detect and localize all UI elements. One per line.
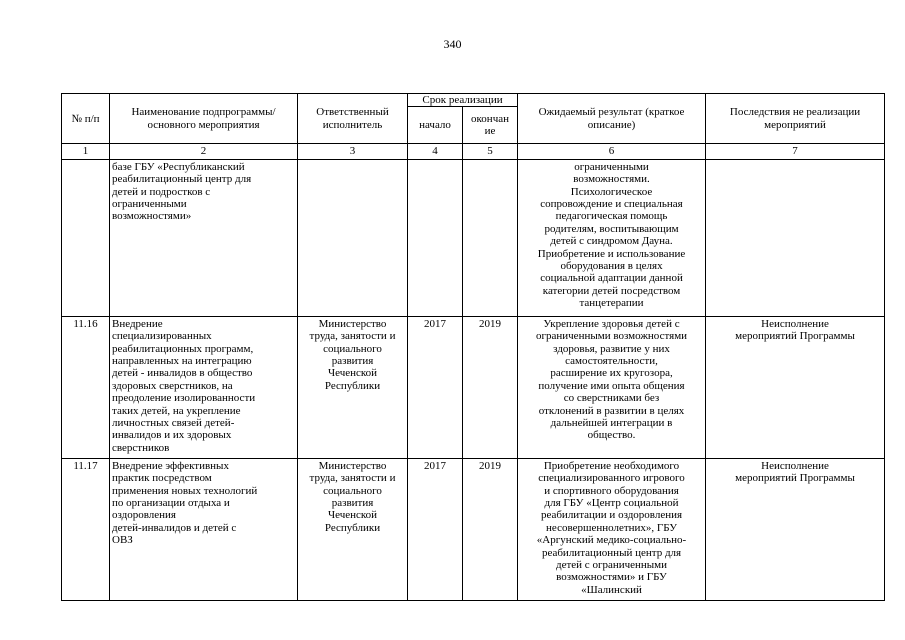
row-name: базе ГБУ «Республиканский реабилитационный центр для детей и подростков с ограниченными возможностями» [110, 159, 298, 316]
header-executor: Ответственный исполнитель [298, 94, 408, 144]
row-executor [298, 159, 408, 316]
column-number: 5 [463, 144, 518, 159]
table-row [62, 159, 885, 316]
row-num [62, 159, 110, 316]
header-end: окончан ие [463, 107, 518, 144]
row-start: 2017 [408, 316, 463, 458]
row-end: 2019 [463, 316, 518, 458]
row-result: Приобретение необходимого специализированного игрового и спортивного оборудования для ГБУ «Центр социальной реабилитации и оздоровления несовершеннолетних», ГБУ «Аргунский медико-социально- реабилитационный центр для детей с ограниченными возможностями» и ГБУ «Шалинский [518, 458, 706, 600]
row-end: 2019 [463, 458, 518, 600]
row-consequences [706, 159, 885, 316]
column-number: 2 [110, 144, 298, 159]
header-num: № п/п [62, 94, 110, 144]
row-start [408, 159, 463, 316]
row-consequences: Неисполнение мероприятий Программы [706, 458, 885, 600]
table-row [62, 316, 885, 458]
row-executor: Министерство труда, занятости и социального развития Чеченской Республики [298, 316, 408, 458]
row-name: Внедрение специализированных реабилитационных программ, направленных на интеграцию детей - инвалидов в общество здоровых сверстников, на преодоление изолированности таких детей, на укрепление личностных связей детей- инвалидов и их здоровых сверстников [110, 316, 298, 458]
page-number: 340 [443, 37, 462, 51]
table-row [62, 458, 885, 600]
column-number: 3 [298, 144, 408, 159]
header-result: Ожидаемый результат (краткое описание) [518, 94, 706, 144]
header-period: Срок реализации [408, 94, 518, 107]
header-consequences: Последствия не реализации мероприятий [706, 94, 885, 144]
row-result: Укрепление здоровья детей с ограниченными возможностями здоровья, развитие у них самостоятельности, расширение их кругозора, получение ими опыта общения со сверстниками без отклонений в развитии в целях дальнейшей интеграции в общество. [518, 316, 706, 458]
row-start: 2017 [408, 458, 463, 600]
header-start: начало [408, 107, 463, 144]
program-table [61, 93, 885, 601]
row-executor: Министерство труда, занятости и социального развития Чеченской Республики [298, 458, 408, 600]
column-number-row [62, 144, 885, 159]
column-number: 7 [706, 144, 885, 159]
row-num: 11.17 [62, 458, 110, 600]
column-number: 6 [518, 144, 706, 159]
header-name: Наименование подпрограммы/ основного мероприятия [110, 94, 298, 144]
row-num: 11.16 [62, 316, 110, 458]
row-end [463, 159, 518, 316]
column-number: 1 [62, 144, 110, 159]
column-number: 4 [408, 144, 463, 159]
row-result: ограниченными возможностями. Психологическое сопровождение и специальная педагогическая помощь родителям, воспитывающим детей с синдромом Дауна. Приобретение и использование оборудования в целях социальной адаптации данной категории детей посредством танцетерапии [518, 159, 706, 316]
row-consequences: Неисполнение мероприятий Программы [706, 316, 885, 458]
header-row-1 [62, 94, 885, 107]
row-name: Внедрение эффективных практик посредством применения новых технологий по организации отдыха и оздоровления детей-инвалидов и детей с ОВЗ [110, 458, 298, 600]
